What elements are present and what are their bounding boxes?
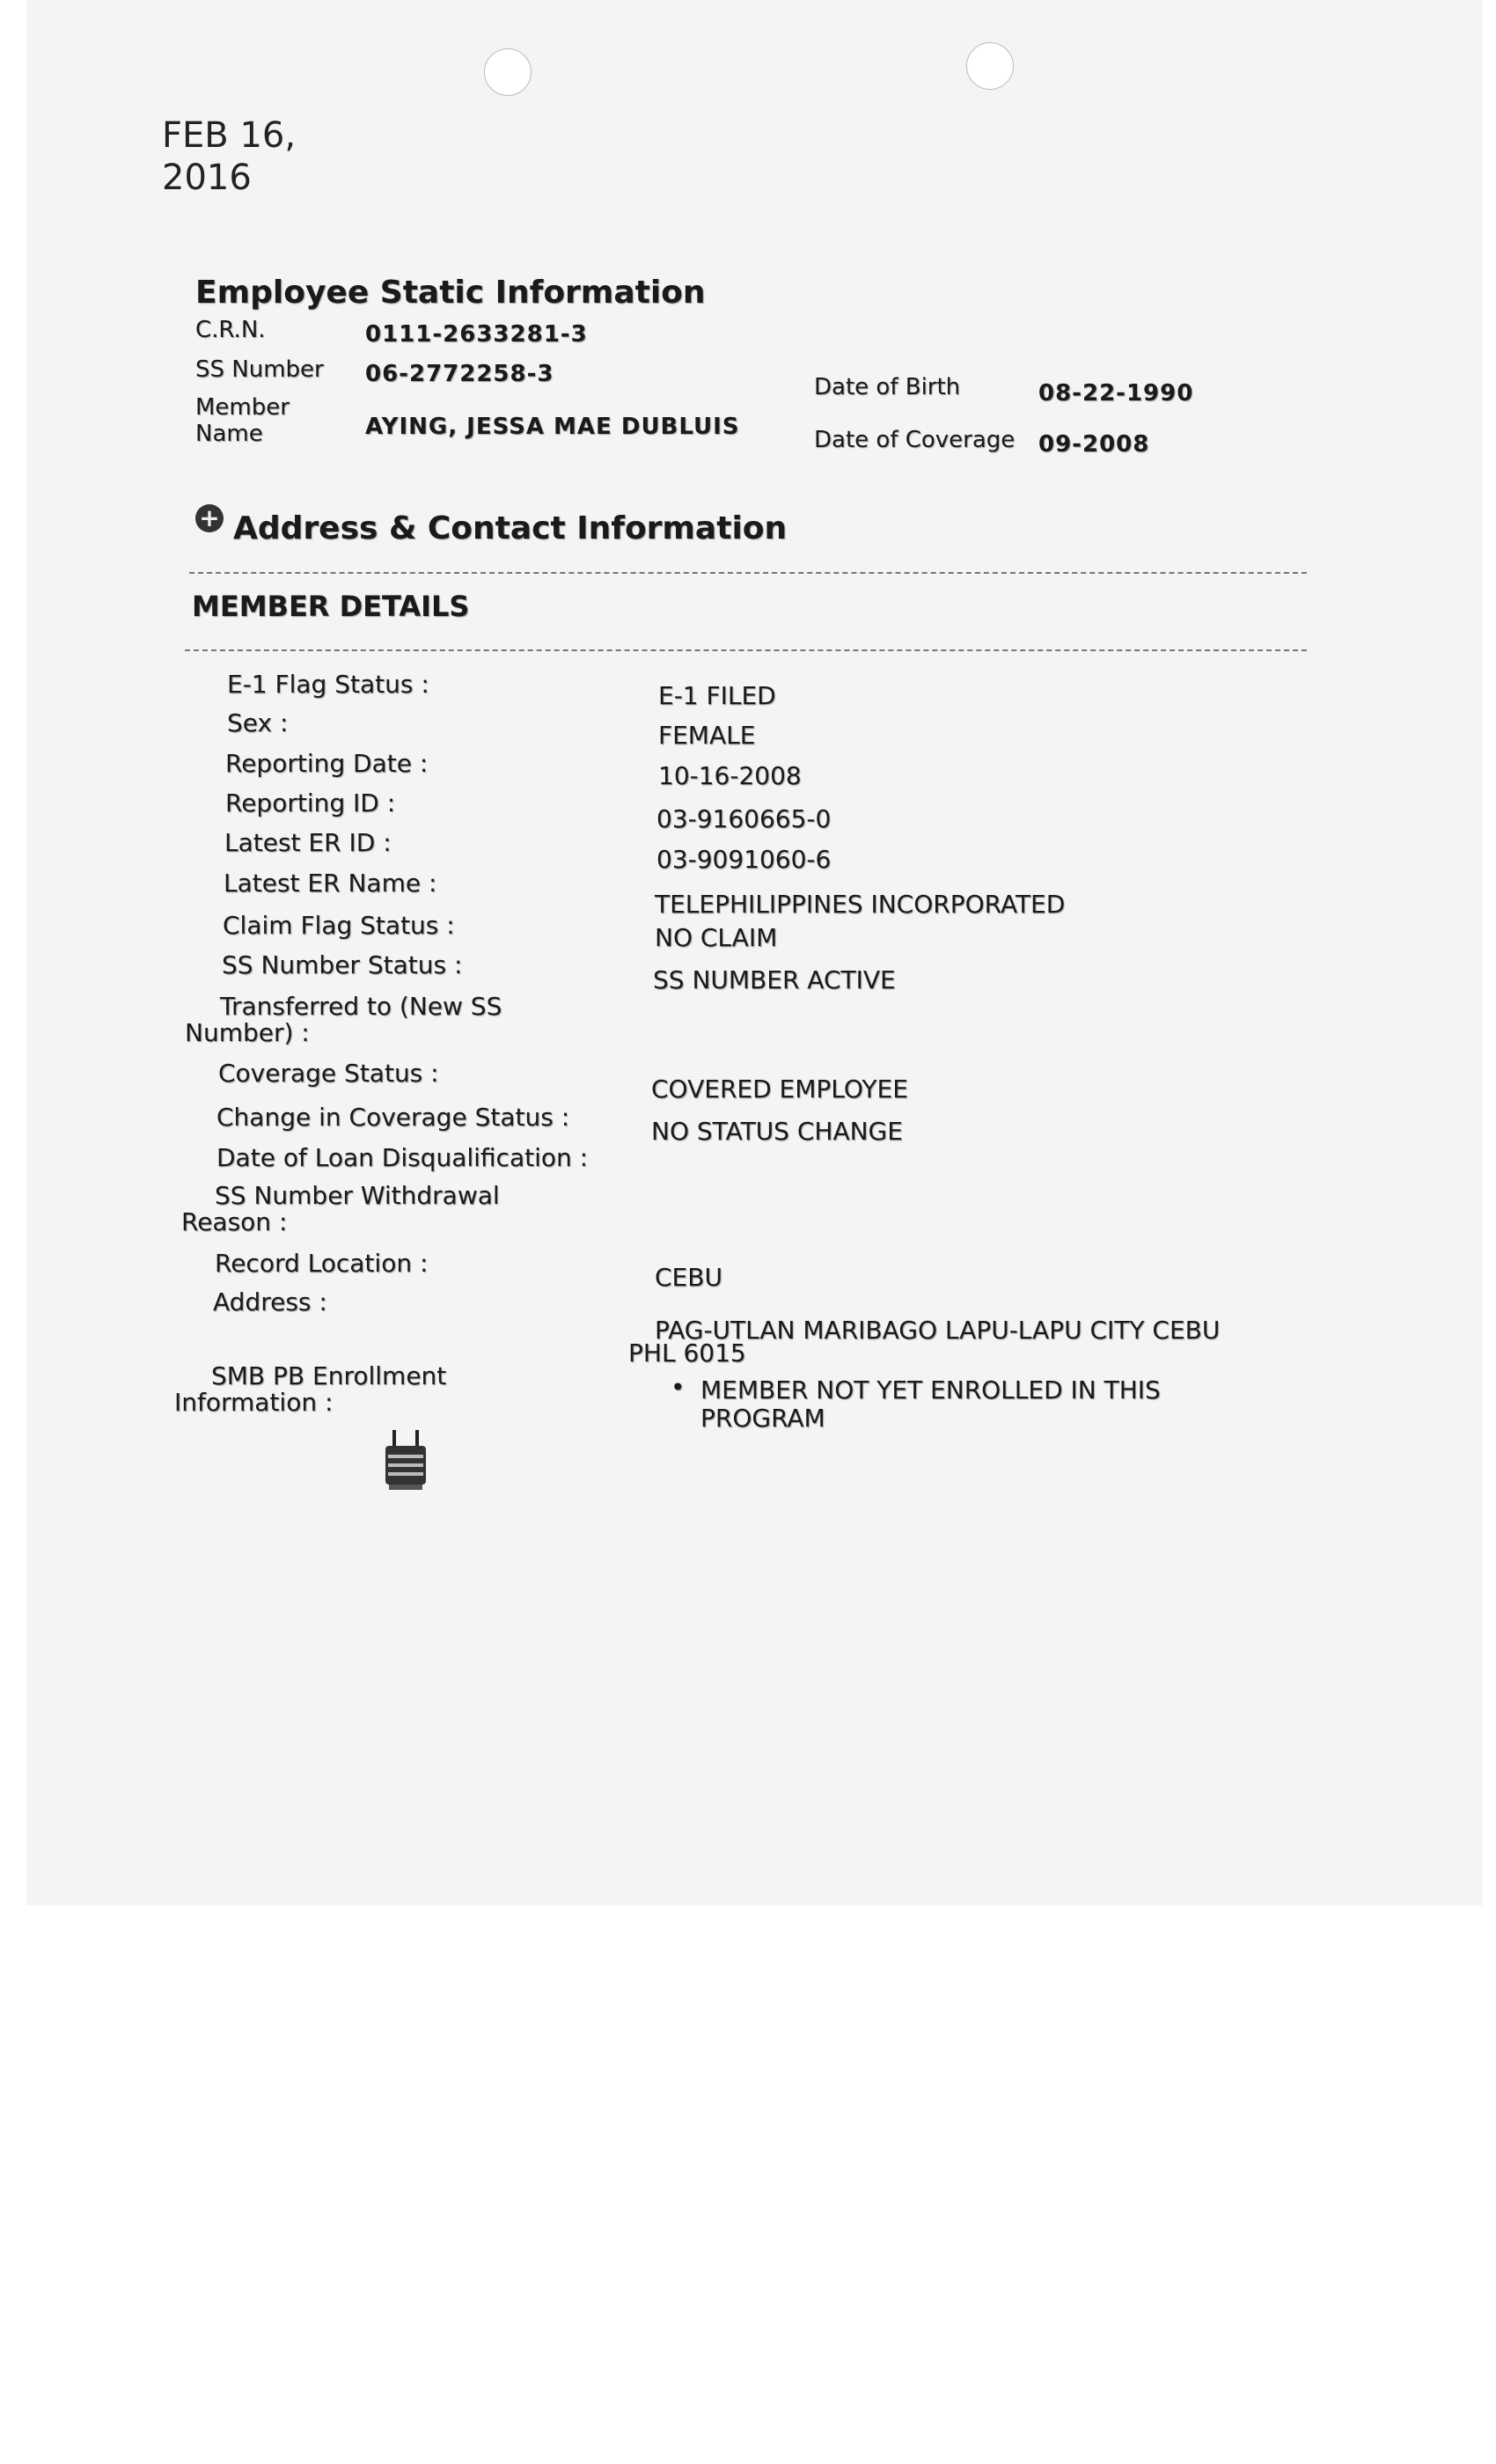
reporting-date-value: 10-16-2008 (658, 761, 802, 790)
claim-flag-label: Claim Flag Status : (223, 911, 455, 940)
stamp-date-line2: 2016 (162, 158, 252, 198)
latest-er-id-label: Latest ER ID : (224, 828, 392, 857)
static-info-title: Employee Static Information (195, 275, 706, 311)
address-contact-title[interactable]: Address & Contact Information (233, 510, 788, 546)
reporting-id-value: 03-9160665-0 (656, 804, 832, 833)
coverage-status-label: Coverage Status : (218, 1059, 439, 1088)
crn-value: 0111-2633281-3 (365, 321, 588, 348)
record-location-value: CEBU (655, 1263, 722, 1292)
printer-icon[interactable] (377, 1430, 435, 1492)
e1-flag-label: E-1 Flag Status : (227, 670, 429, 699)
address-value-2: PHL 6015 (628, 1338, 746, 1368)
smb-enrollment-label-2: Information : (174, 1388, 334, 1417)
punch-hole (966, 42, 1014, 90)
coverage-date-value: 09-2008 (1038, 431, 1150, 458)
sex-label: Sex : (227, 708, 289, 737)
coverage-status-value: COVERED EMPLOYEE (651, 1074, 908, 1104)
e1-flag-value: E-1 FILED (658, 681, 776, 710)
latest-er-id-value: 03-9091060-6 (656, 845, 832, 874)
record-location-label: Record Location : (215, 1249, 429, 1278)
sex-value: FEMALE (658, 721, 756, 750)
coverage-date-label: Date of Coverage (814, 427, 1016, 453)
latest-er-name-label: Latest ER Name : (224, 869, 437, 898)
address-label: Address : (213, 1287, 327, 1316)
withdrawal-reason-label: SS Number Withdrawal (215, 1181, 500, 1210)
address-value: PAG-UTLAN MARIBAGO LAPU-LAPU CITY CEBU (655, 1316, 1221, 1345)
claim-flag-value: NO CLAIM (655, 923, 778, 952)
member-name-label-2: Name (195, 421, 263, 447)
ss-number-label: SS Number (195, 356, 324, 383)
latest-er-name-value: TELEPHILIPPINES INCORPORATED (655, 890, 1066, 919)
withdrawal-reason-label-2: Reason : (181, 1207, 288, 1236)
transferred-label: Transferred to (New SS (220, 992, 502, 1021)
punch-hole (484, 48, 532, 96)
crn-label: C.R.N. (195, 317, 266, 343)
change-coverage-value: NO STATUS CHANGE (651, 1117, 903, 1146)
reporting-date-label: Reporting Date : (225, 749, 429, 778)
smb-enrollment-value: MEMBER NOT YET ENROLLED IN THIS PROGRAM (700, 1375, 1161, 1433)
bullet-icon: • (671, 1373, 686, 1402)
stamp-date-line1: FEB 16, (162, 115, 297, 156)
divider (185, 649, 1307, 651)
transferred-label-2: Number) : (185, 1018, 310, 1047)
member-name-label-1: Member (195, 394, 290, 421)
divider (189, 572, 1307, 574)
member-details-title: MEMBER DETAILS (192, 590, 470, 623)
ss-status-value: SS NUMBER ACTIVE (653, 965, 896, 994)
plus-circle-icon[interactable]: + (195, 504, 224, 532)
ss-status-label: SS Number Status : (222, 950, 463, 979)
reporting-id-label: Reporting ID : (225, 788, 396, 818)
loan-disqualification-label: Date of Loan Disqualification : (216, 1143, 589, 1172)
member-name-value: AYING, JESSA MAE DUBLUIS (365, 414, 740, 440)
ss-number-value: 06-2772258-3 (365, 361, 554, 387)
change-coverage-label: Change in Coverage Status : (216, 1103, 570, 1132)
dob-value: 08-22-1990 (1038, 380, 1194, 407)
dob-label: Date of Birth (814, 374, 961, 400)
smb-enrollment-label: SMB PB Enrollment (211, 1361, 447, 1390)
